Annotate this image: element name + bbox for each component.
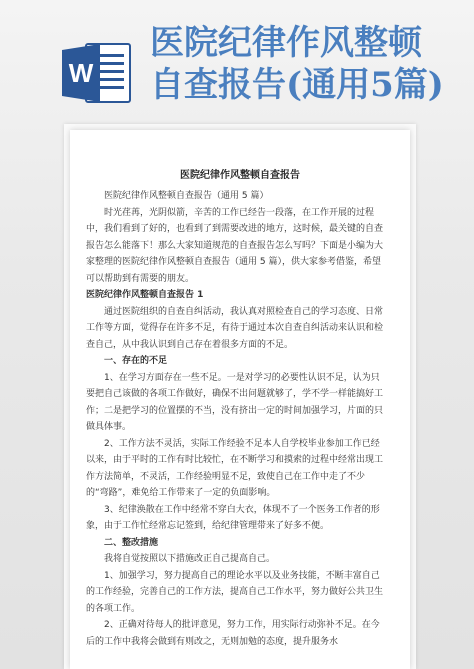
title-line-1: 医院纪律作风整顿 <box>150 23 422 63</box>
section-heading: 一、存在的不足 <box>104 356 168 366</box>
paragraph: 1、加强学习，努力提高自己的理论水平以及业务技能，不断丰富自己的工作经验，完善自己的工作方法，提高自己工作水平，努力做好公共卫生的各项工作。 <box>86 570 384 614</box>
section-heading: 二、整改措施 <box>104 537 159 548</box>
paragraph: 时光荏苒，光阴似箭，辛苦的工作已经告一段落，在工作开展的过程中，我们看到了好的，也看到了到需要改进的地方，这时候，最关键的自查报告怎么能落下！那么大家知道规范的自查报告怎么写吗？下面是小编为大家整理的医院纪律作风整顿自查报告（通用 5 篇），供大家参考借鉴，希望可以帮助到有需要的朋友。 <box>86 207 384 284</box>
paragraph: 1、在学习方面存在一些不足。一是对学习的必要性认识不足，认为只要把自己该做的各项工作做好，确保不出问题就够了，学不学一样能搞好工作；二是把学习的位置摆的不当，没有挤出一定的时间加强学习，片面的只做具体事。 <box>86 372 384 432</box>
paragraph: 我将自觉按照以下措施改正自己提高自己。 <box>104 554 276 564</box>
document-body <box>86 188 386 650</box>
svg-text:W: W <box>68 58 94 88</box>
title-line-2: 自查报告(通用5篇) <box>150 65 444 105</box>
word-document-icon <box>60 40 134 106</box>
paragraph: 通过医院组织的自查自纠活动，我认真对照检查自己的学习态度、日常工作等方面，觉得存在许多不足，有待于通过本次自查自纠活动来认识和检查自己，从中我认识到自己存在着很多方面的不足。 <box>86 306 384 350</box>
paragraph: 医院纪律作风整顿自查报告（通用 5 篇） <box>104 191 269 201</box>
section-heading: 医院纪律作风整顿自查报告 1 <box>86 290 204 300</box>
document-title: 医院纪律作风整顿自查报告 <box>180 170 300 181</box>
page-title <box>150 22 470 106</box>
paragraph: 2、工作方法不灵活，实际工作经验不足本人自学校毕业参加工作已经以来，由于平时的工作有时比较忙，在不断学习和摸索的过程中经常出现工作方法简单，不灵活，工作经验明显不足，致使自己在工作中走了不少的“弯路”，难免给工作带来了一定的负面影响。 <box>86 438 384 498</box>
paragraph: 2、正确对待每人的批评意见，努力工作，用实际行动弥补不足。在今后的工作中我将会做到有则改之，无则加勉的态度，提升服务水 <box>86 620 380 647</box>
paragraph: 3、纪律涣散在工作中经常不穿白大衣，体现不了一个医务工作者的形象，由于工作忙经常忘记签到，给纪律管理带来了好多不便。 <box>86 504 380 531</box>
